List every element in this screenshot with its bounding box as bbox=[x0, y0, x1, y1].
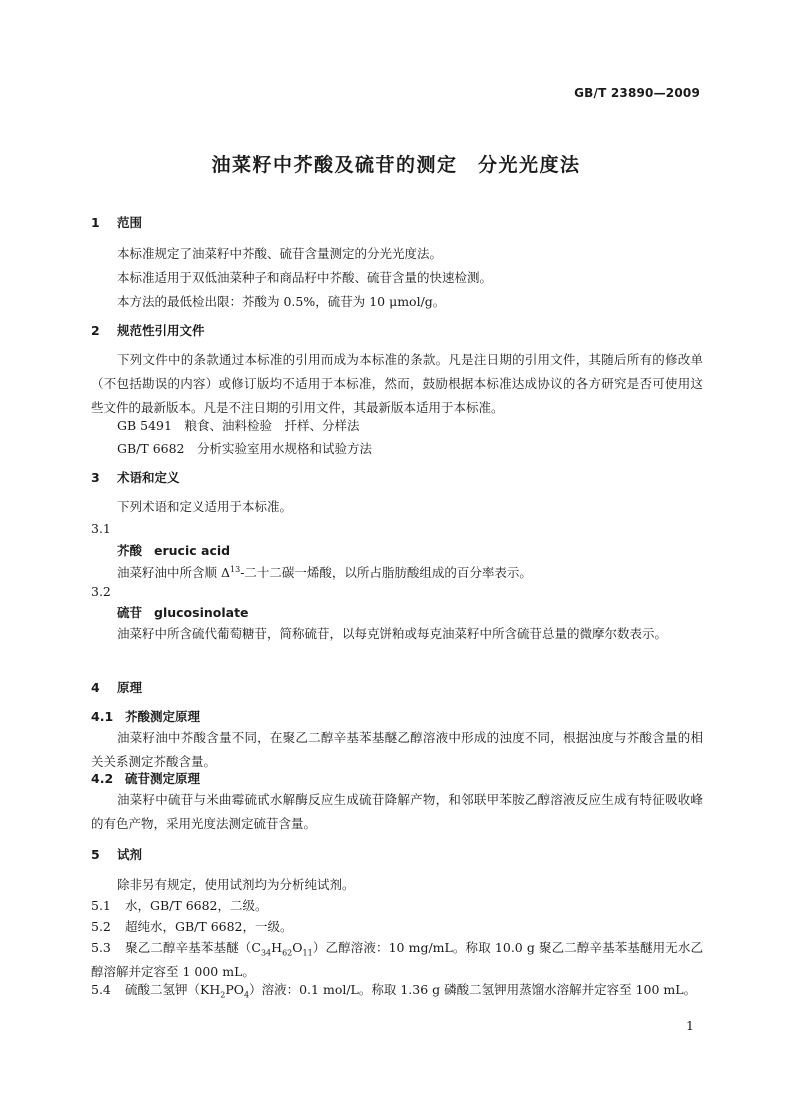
reference-item: GB/T 6682 分析实验室用水规格和试验方法 bbox=[117, 441, 373, 456]
subsection-title: 芥酸测定原理 bbox=[125, 709, 201, 724]
reagent-item: 5.4 硫酸二氢钾$(KH_2PO_4)$溶液：0.1 mol/L。称取 1.36 g 磷酸二氢钾用蒸馏水溶解并定容至 100 mL。 bbox=[91, 982, 697, 1000]
subsection-title: 硫苷测定原理 bbox=[125, 771, 201, 786]
paragraph: 本标准规定了油菜籽中芥酸、硫苷含量测定的分光光度法。 bbox=[117, 246, 443, 261]
section-title: 原理 bbox=[117, 680, 143, 695]
term-number: 3.2 bbox=[91, 584, 111, 599]
term-definition: 油菜籽油中所含顺 $\Delta^{13}-$二十二碳一烯酸，以所占脂肪酸组成的百分率表示。 bbox=[117, 564, 532, 580]
section-2-heading bbox=[91, 319, 703, 343]
section-1-heading bbox=[91, 211, 703, 235]
section-title: 试剂 bbox=[117, 847, 143, 862]
paragraph: 本标准适用于双低油菜种子和商品籽中芥酸、硫苷含量的快速检测。 bbox=[117, 270, 493, 285]
reagent-item: 5.1 水，GB/T 6682，二级。 bbox=[91, 898, 268, 913]
page-number: 1 bbox=[686, 1018, 694, 1033]
term-english: glucosinolate bbox=[154, 605, 249, 620]
document-title: 油菜籽中芥酸及硫苷的测定 分光光度法 bbox=[211, 154, 581, 176]
paragraph: 油菜籽油中芥酸含量不同，在聚乙二醇辛基苯基醚乙醇溶液中形成的浊度不同，根据浊度与芥酸含量的相关关系测定芥酸含量。 bbox=[91, 730, 703, 769]
section-number: 4 bbox=[91, 680, 100, 695]
subsection-number: 4.2 bbox=[91, 771, 114, 786]
term-number: 3.1 bbox=[91, 521, 111, 536]
section-number: 1 bbox=[91, 215, 100, 230]
paragraph: 本方法的最低检出限：芥酸为 0.5%，硫苷为 10 μmol/g。 bbox=[117, 294, 446, 309]
reagent-item: 5.2 超纯水，GB/T 6682，一级。 bbox=[91, 919, 293, 934]
section-5-heading bbox=[91, 843, 703, 867]
section-number: 2 bbox=[91, 323, 100, 338]
section-4-heading bbox=[91, 676, 703, 700]
section-number: 3 bbox=[91, 470, 100, 485]
section-title: 规范性引用文件 bbox=[117, 323, 205, 338]
term-definition: 油菜籽中所含硫代葡萄糖苷，简称硫苷，以每克饼粕或每克油菜籽中所含硫苷总量的微摩尔数表示。 bbox=[117, 626, 668, 641]
term-chinese: 硫苷 bbox=[117, 605, 143, 620]
paragraph: 下列文件中的条款通过本标准的引用而成为本标准的条款。凡是注日期的引用文件，其随后所有的修改单（不包括勘误的内容）或修订版均不适用于本标准，然而，鼓励根据本标准达成协议的各方研究是否可使用这些文件的最新版本。凡是不注日期的引用文件，其最新版本适用于本标准。 bbox=[91, 352, 703, 415]
subsection-number: 4.1 bbox=[91, 709, 114, 724]
term-heading bbox=[91, 539, 729, 563]
reagent-item: 5.3 聚乙二醇辛基苯基醚$(C_{34}H_{62}O_{11})$乙醇溶液：10 mg/mL。称取 10.0 g 聚乙二醇辛基苯基醚用无水乙醇溶解并定容至 1 000 mL。 bbox=[91, 940, 703, 979]
paragraph: 除非另有规定，使用试剂均为分析纯试剂。 bbox=[117, 877, 355, 892]
section-title: 术语和定义 bbox=[117, 470, 180, 485]
paragraph: 油菜籽中硫苷与米曲霉硫甙水解酶反应生成硫苷降解产物，和邻联甲苯胺乙醇溶液反应生成有特征吸收峰的有色产物，采用光度法测定硫苷含量。 bbox=[91, 792, 703, 831]
section-3-heading bbox=[91, 466, 703, 490]
reference-item: GB 5491 粮食、油料检验 扦样、分样法 bbox=[117, 418, 360, 433]
term-chinese: 芥酸 bbox=[117, 543, 143, 558]
term-english: erucic acid bbox=[154, 543, 231, 558]
section-number: 5 bbox=[91, 847, 100, 862]
section-title: 范围 bbox=[117, 215, 143, 230]
standard-code: GB/T 23890—2009 bbox=[574, 86, 700, 100]
paragraph: 下列术语和定义适用于本标准。 bbox=[117, 499, 293, 514]
